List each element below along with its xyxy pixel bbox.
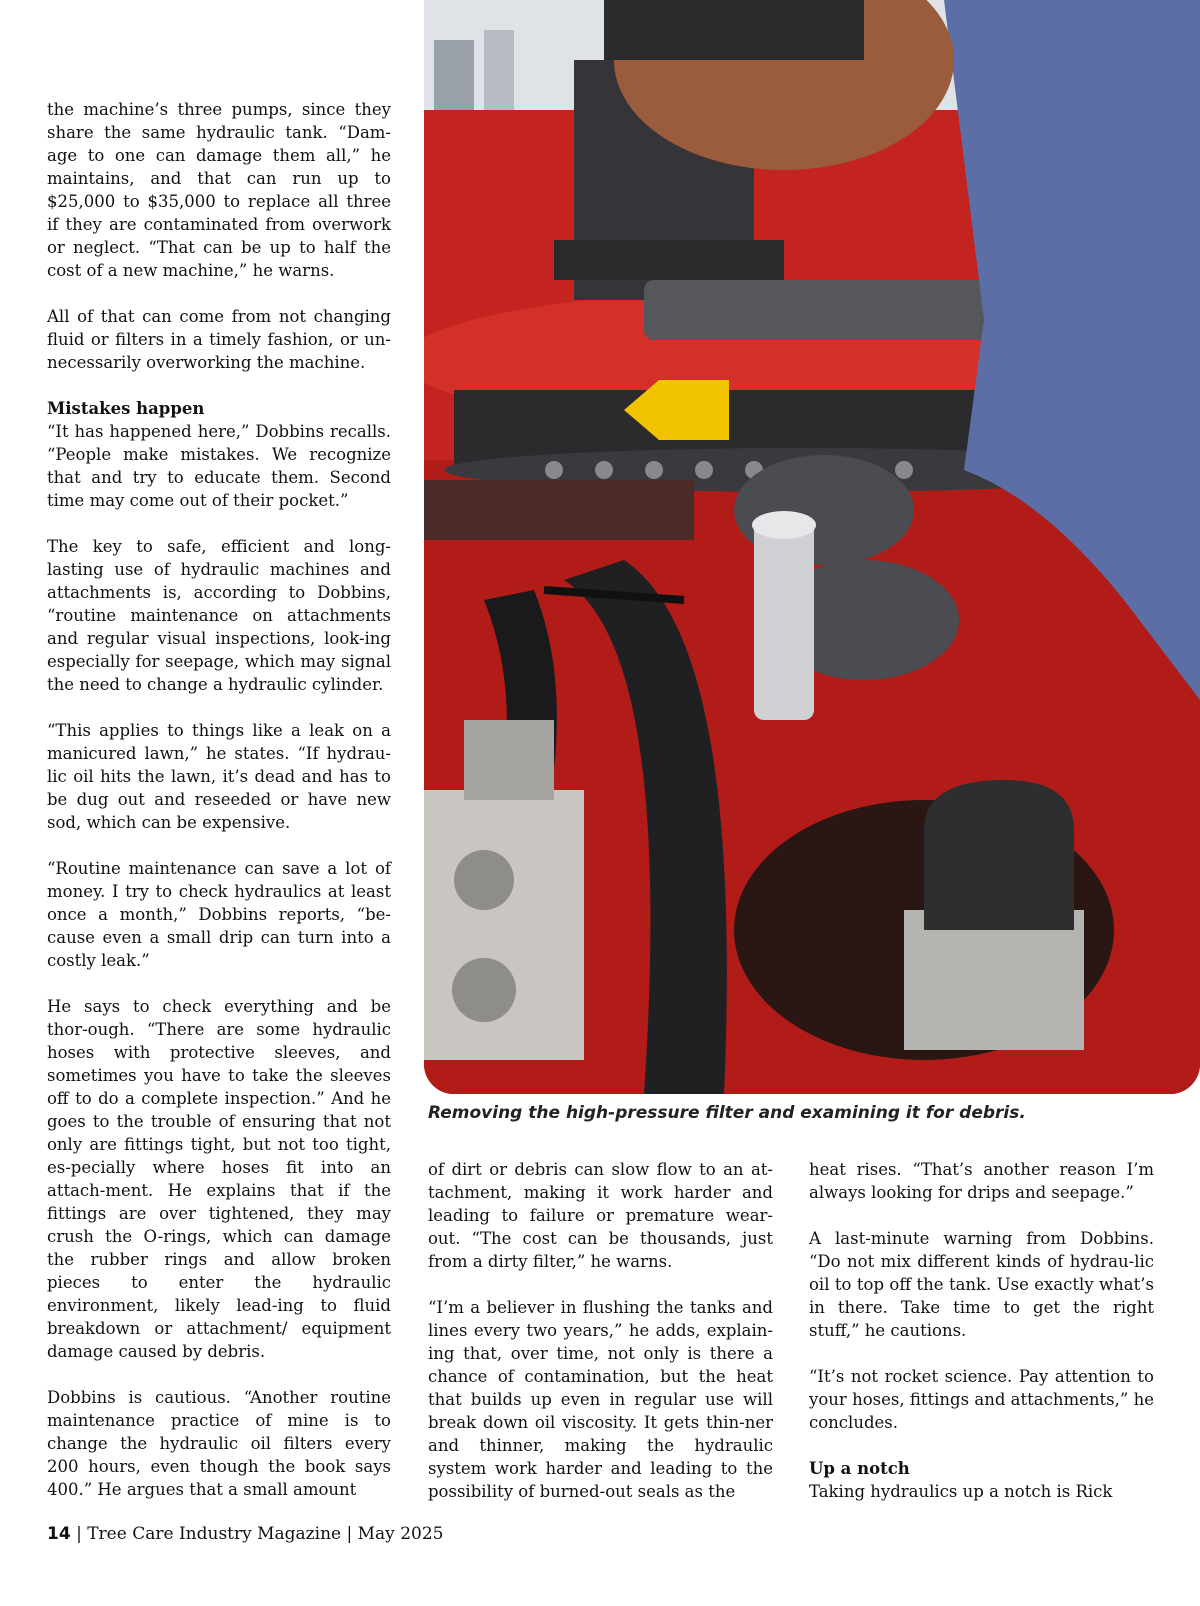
article-column-1: [47, 98, 391, 1501]
paragraph: “It has happened here,” Dobbins recalls. “People make mistakes. We recognize that and try to educate them. Second time may come out of their pocket.”: [47, 422, 391, 510]
article-photo: [424, 0, 1200, 1094]
paragraph: The key to safe, efficient and long-lasting use of hydraulic machines and attachments is, according to Dobbins, “routine maintenance on attachments and regular visual inspections, look-ing especially for seepage, which may signal the need to change a hydraulic cylinder.: [47, 537, 391, 694]
paragraph: “I’m a believer in flushing the tanks and lines every two years,” he adds, explain-ing that, over time, not only is there a chance of contamination, but the heat that builds up even in regular use will break down oil viscosity. It gets thin-ner and thinner, making the hydraulic system work harder and leading to the possibility of burned-out seals as the: [428, 1298, 773, 1501]
paragraph: of dirt or debris can slow flow to an at-tachment, making it work harder and leading to failure or premature wear-out. “The cost can be thousands, just from a dirty filter,” he warns.: [428, 1160, 773, 1271]
paragraph: A last-minute warning from Dobbins. “Do not mix different kinds of hydrau-lic oil to top off the tank. Use exactly what’s in there. Take time to get the right stuff,” he cautions.: [809, 1229, 1154, 1340]
footer-separator: |: [341, 1524, 358, 1544]
paragraph: “Routine maintenance can save a lot of money. I try to check hydraulics at least once a month,” Dobbins reports, “be-cause even a small drip can turn into a costly leak.”: [47, 859, 391, 970]
paragraph: He says to check everything and be thor-ough. “There are some hydraulic hoses with protective sleeves, and sometimes you have to take the sleeves off to do a complete inspection.” And he goes to the trouble of ensuring that not only are fittings tight, but not too tight, es-pecially where hoses fit into an attach-ment. He explains that if the fittings are over tightened, they may crush the O-rings, which can damage the rubber rings and allow broken pieces to enter the hydraulic environment, likely lead-ing to fluid breakdown or attachment/ equipment damage caused by debris.: [47, 997, 391, 1361]
section-heading: Up a notch: [809, 1459, 910, 1478]
paragraph: the machine’s three pumps, since they share the same hydraulic tank. “Dam-age to one can damage them all,” he maintains, and that can run up to $25,000 to $35,000 to replace all three if they are contaminated from overwork or neglect. “That can be up to half the cost of a new machine,” he warns.: [47, 100, 391, 280]
paragraph: Dobbins is cautious. “Another routine maintenance practice of mine is to change the hydraulic oil filters every 200 hours, even though the book says 400.” He argues that a small amount: [47, 1388, 391, 1499]
paragraph: “It’s not rocket science. Pay attention to your hoses, fittings and attachments,” he concludes.: [809, 1367, 1154, 1432]
publication-name: Tree Care Industry Magazine: [87, 1524, 342, 1544]
paragraph: heat rises. “That’s another reason I’m always looking for drips and seepage.”: [809, 1160, 1154, 1202]
page-footer: [47, 1524, 443, 1544]
paragraph: Taking hydraulics up a notch is Rick: [809, 1482, 1113, 1501]
photo-caption: Removing the high-pressure filter and examining it for debris.: [428, 1103, 1026, 1123]
paragraph: “This applies to things like a leak on a manicured lawn,” he states. “If hydrau-lic oil hits the lawn, it’s dead and has to be dug out and reseeded or have new sod, which can be expensive.: [47, 721, 391, 832]
paragraph: All of that can come from not changing fluid or filters in a timely fashion, or un-necessarily overworking the machine.: [47, 307, 391, 372]
footer-separator: |: [70, 1524, 88, 1544]
page-number: 14: [47, 1524, 71, 1544]
section-heading: Mistakes happen: [47, 399, 205, 418]
article-column-3: [809, 1158, 1154, 1503]
article-column-2: [428, 1158, 773, 1503]
issue-date: May 2025: [357, 1524, 444, 1544]
photo-illustration: [424, 0, 1200, 1094]
